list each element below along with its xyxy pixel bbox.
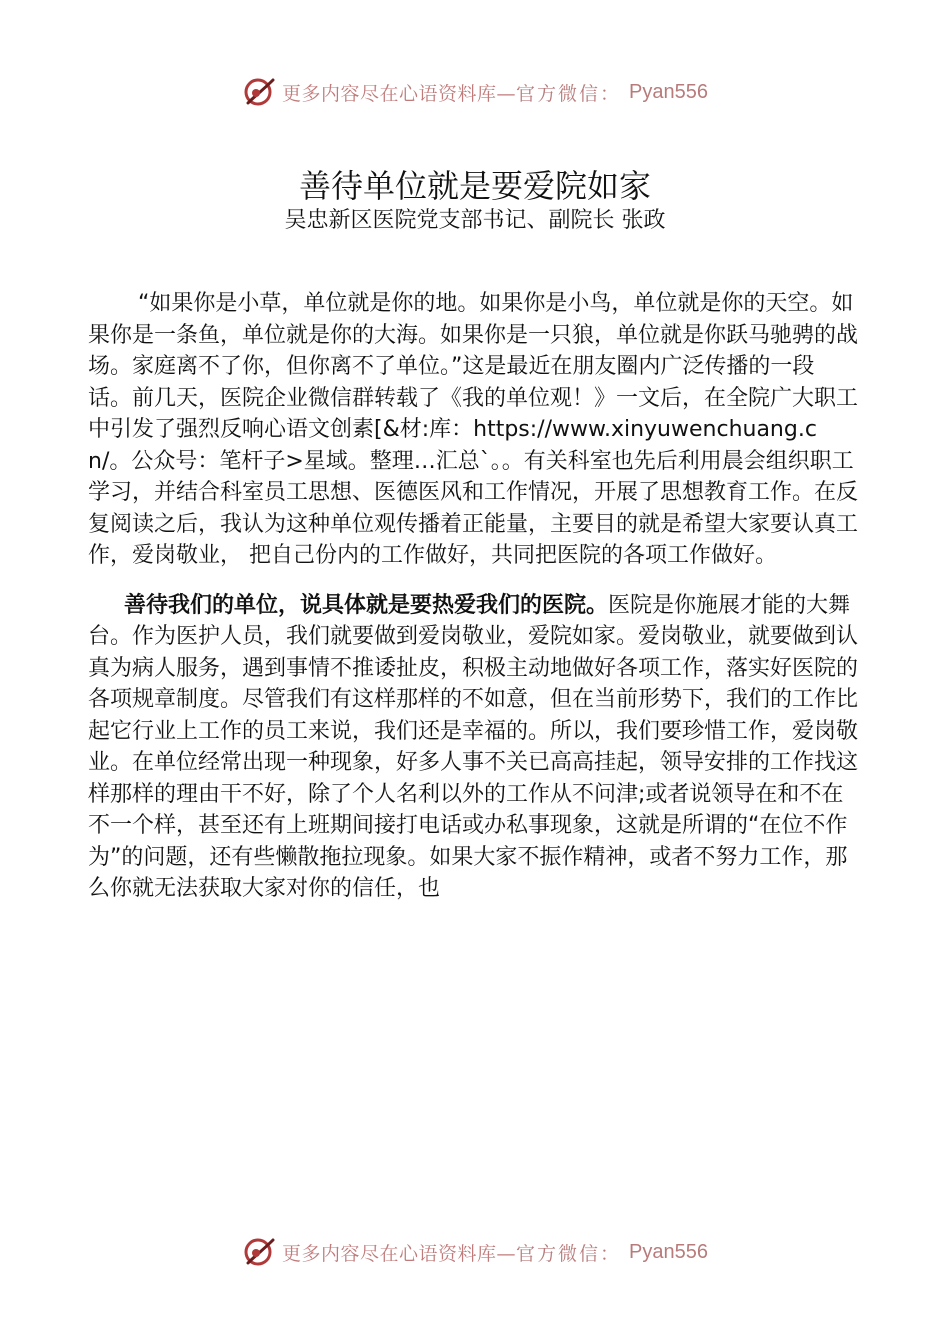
- author-byline: 吴忠新区医院党支部书记、副院长 张政: [284, 208, 666, 233]
- paragraph-2-lead: 善待我们的单位，说具体就是要热爱我们的医院。: [124, 592, 609, 618]
- watermark-wechat-label: 官方微信：: [516, 1242, 622, 1265]
- watermark-wechat-id: Pyan556: [629, 80, 708, 103]
- watermark-text: 更多内容尽在心语资料库—: [282, 1242, 517, 1265]
- article-body: [88, 288, 858, 905]
- watermark-text: 更多内容尽在心语资料库—: [282, 82, 517, 105]
- brush-logo-icon: [242, 1235, 276, 1269]
- paragraph-2: [88, 590, 858, 905]
- brush-logo-icon: [242, 75, 276, 109]
- paragraph-2-body: 医院是你施展才能的大舞台。作为医护人员，我们就要做到爱岗敬业，爱院如家。爱岗敬业，就要做到认真为病人服务，遇到事情不推诿扯皮，积极主动地做好各项工作，落实好医院的各项规章制度。尽管我们有这样那样的不如意，但在当前形势下，我们的工作比起它行业上工作的员工来说，我们还是幸福的。所以，我们要珍惜工作，爱岗敬业。在单位经常出现一种现象，好多人事不关已高高挂起，领导安排的工作找这样那样的理由干不好，除了个人名利以外的工作从不问津;或者说领导在和不在不一个样，甚至还有上班期间接打电话或办私事现象，这就是所谓的“在位不作为”的问题，还有些懒散拖拉现象。如果大家不振作精神，或者不努力工作，那么你就无法获取大家对你的信任，也: [88, 592, 859, 901]
- footer-watermark: [0, 1232, 950, 1272]
- paragraph-1: “如果你是小草，单位就是你的地。如果你是小鸟，单位就是你的天空。如果你是一条鱼，单位就是你的大海。如果你是一只狼，单位就是你跃马驰骋的战场。家庭离不了你，但你离不了单位。”这是最近在朋友圈内广泛传播的一段话。前几天，医院企业微信群转载了《我的单位观！》一文后，在全院广大职工中引发了强烈反响心语文创素[&材:库：https://www.xinyuwenchuang.cn/。公众号：笔杆子>星域。整理…汇总`。。有关科室也先后利用晨会组织职工学习，并结合科室员工思想、医德医风和工作情况，开展了思想教育工作。在反复阅读之后，我认为这种单位观传播着正能量，主要目的就是希望大家要认真工作，爱岗敬业， 把自己份内的工作做好，共同把医院的各项工作做好。: [88, 291, 859, 568]
- watermark-wechat-id: Pyan556: [629, 1240, 708, 1263]
- header-watermark: [0, 72, 950, 112]
- page-title: 善待单位就是要爱院如家: [298, 167, 651, 206]
- watermark-wechat-label: 官方微信：: [516, 82, 622, 105]
